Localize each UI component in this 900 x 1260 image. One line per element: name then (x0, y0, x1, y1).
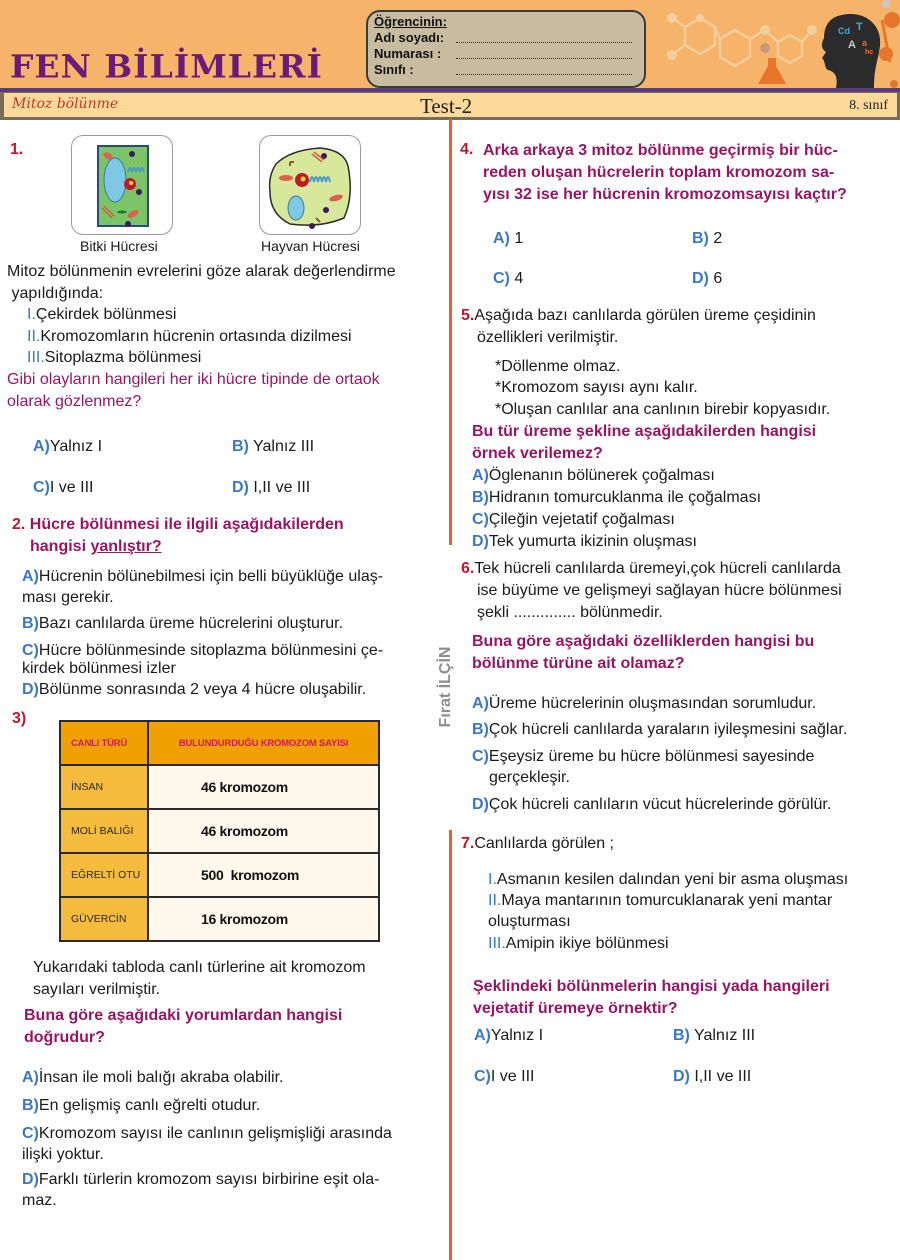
q7-item-1: I.Asmanın kesilen dalından yeni bir asma oluşması (488, 871, 849, 888)
plant-cell-image (71, 135, 173, 235)
plant-cell-caption: Bitki Hücresi (80, 238, 158, 254)
q6-stem-line3: şekli .............. bölünmedir. (477, 604, 663, 621)
svg-text:A: A (848, 39, 856, 51)
student-info-title: Öğrencinin: (374, 14, 447, 29)
q3-question-line1: Buna göre aşağıdaki yorumlardan hangisi (24, 1007, 343, 1024)
svg-text:hc: hc (865, 49, 874, 56)
q1-option-a[interactable]: A)Yalnız I (33, 438, 103, 455)
table-row: EĞRELTİ OTU 500 kromozom (60, 853, 379, 897)
table-header-row (60, 721, 379, 765)
q1-option-c[interactable]: C)I ve III (33, 479, 94, 496)
test-title: Test-2 (420, 94, 473, 118)
q6-option-b[interactable]: B)Çok hücreli canlılarda yaraların iyileşmesini sağlar. (472, 721, 848, 738)
student-info-box (366, 10, 646, 88)
student-class-field[interactable]: Sınıfı : (374, 62, 644, 78)
q7-item-2: II.Maya mantarının tomurcuklanarak yeni mantar oluşturması (488, 892, 833, 930)
q5-question-line2: örnek verilemez? (472, 445, 603, 462)
animal-cell-image (259, 135, 361, 235)
q3-option-c[interactable]: C)Kromozom sayısı ile canlının gelişmişliği arasında ilişki yoktur. (22, 1125, 392, 1163)
q7-question-line2: vejetatif üremeye örnektir? (473, 1000, 678, 1017)
q1-question-line1: Gibi olayların hangileri her iki hücre tipinde de ortaok (7, 371, 380, 388)
q3-number: 3) (12, 710, 27, 727)
q4-question-line1: Arka arkaya 3 mitoz bölünme geçirmiş bir hüc- (483, 142, 838, 159)
q2-option-b[interactable]: B)Bazı canlılarda üreme hücrelerini oluşturur. (22, 615, 344, 632)
q1-stem-line2: yapıldığında: (7, 285, 104, 302)
q4-question-line3: yısı 32 ise her hücrenin kromozomsayısı kaçtır? (483, 186, 847, 203)
table-row: İNSAN 46 kromozom (60, 765, 379, 809)
subject-title: FEN BİLİMLERİ (10, 47, 323, 86)
q5-option-a[interactable]: A)Öglenanın bölünerek çoğalması (472, 467, 715, 484)
q7-option-d[interactable]: D) I,II ve III (673, 1068, 752, 1085)
q5-bullet-1: *Döllenme olmaz. (495, 358, 621, 375)
animal-cell-caption: Hayvan Hücresi (261, 238, 360, 254)
q6-stem-line1: 6.Tek hücreli canlılarda üremeyi,çok hücreli canlılarda (461, 560, 841, 577)
q7-item-3: III.Amipin ikiye bölünmesi (488, 935, 669, 952)
q1-item-2: II.Kromozomların hücrenin ortasında dizilmesi (27, 328, 352, 345)
q2-question-line2: hangisi yanlıştır? (30, 538, 162, 555)
q4-option-c[interactable]: C) 4 (493, 270, 524, 287)
q4-option-a[interactable]: A) 1 (493, 230, 524, 247)
q7-option-c[interactable]: C)I ve III (474, 1068, 535, 1085)
svg-text:T: T (856, 21, 863, 33)
q5-option-c[interactable]: C)Çileğin vejetatif çoğalması (472, 511, 675, 528)
q5-option-d[interactable]: D)Tek yumurta ikizinin oluşması (472, 533, 697, 550)
q1-option-b[interactable]: B) Yalnız III (232, 438, 315, 455)
grade-label: 8. sınıf (849, 98, 888, 113)
q4-question-line2: reden oluşan hücrelerin toplam kromozom sa- (483, 164, 835, 181)
q2-option-d[interactable]: D)Bölünme sonrasında 2 veya 4 hücre oluşabilir. (22, 681, 367, 698)
q7-option-b[interactable]: B) Yalnız III (673, 1027, 756, 1044)
class-blank[interactable] (456, 62, 632, 75)
q1-stem-line1: Mitoz bölünmenin evrelerini göze alarak değerlendirme (7, 263, 396, 280)
table-row: GÜVERCİN 16 kromozom (60, 897, 379, 941)
plant-cell-icon (72, 136, 172, 234)
q6-option-d[interactable]: D)Çok hücreli canlıların vücut hücrelerinde görülür. (472, 796, 832, 813)
q1-number: 1. (10, 141, 24, 158)
q3-question-line2: doğrudur? (24, 1029, 105, 1046)
q2-option-c[interactable]: C)Hücre bölünmesinde sitoplazma bölünmesini çe- kirdek bölünmesi izler (22, 642, 384, 677)
q3-option-d[interactable]: D)Farklı türlerin kromozom sayısı birbirine eşit ola- maz. (22, 1171, 380, 1209)
number-blank[interactable] (456, 46, 632, 59)
q5-option-b[interactable]: B)Hidranın tomurcuklanma ile çoğalması (472, 489, 762, 506)
q1-question-line2: olarak gözlenmez? (7, 393, 142, 410)
chromosome-table (59, 720, 380, 942)
topic-label: Mitoz bölünme (12, 96, 119, 112)
q5-bullet-2: *Kromozom sayısı aynı kalır. (495, 379, 698, 396)
q7-question-line1: Şeklindeki bölünmelerin hangisi yada hangileri (473, 978, 830, 995)
name-blank[interactable] (456, 30, 632, 43)
q1-item-1: I.Çekirdek bölünmesi (27, 306, 177, 323)
animal-cell-icon (260, 136, 360, 234)
q7-stem: 7.Canlılarda görülen ; (461, 835, 614, 852)
q7-option-a[interactable]: A)Yalnız I (474, 1027, 544, 1044)
q4-number: 4. (460, 141, 474, 158)
q6-stem-line2: ise büyüme ve gelişmeyi sağlayan hücre bölünmesi (477, 582, 842, 599)
molecule-and-head-icon (660, 0, 900, 88)
table-row: MOLİ BALIĞI 46 kromozom (60, 809, 379, 853)
q5-question-line1: Bu tür üreme şekline aşağıdakilerden hangisi (472, 423, 817, 440)
q1-option-d[interactable]: D) I,II ve III (232, 479, 311, 496)
q3-option-a[interactable]: A)İnsan ile moli balığı akraba olabilir. (22, 1069, 284, 1086)
q4-option-d[interactable]: D) 6 (692, 270, 723, 287)
q6-option-c[interactable]: C)Eşeysiz üreme bu hücre bölünmesi sayesinde gerçekleşir. (472, 748, 815, 786)
q3-option-b[interactable]: B)En gelişmiş canlı eğrelti otudur. (22, 1097, 261, 1114)
student-name-field[interactable]: Adı soyadı: (374, 30, 644, 46)
q5-stem-line1: 5.Aşağıda bazı canlılarda görülen üreme çeşidinin (461, 307, 816, 324)
subheader-rule (0, 88, 900, 92)
q3-stem-line2: sayıları verilmiştir. (33, 981, 161, 998)
q4-option-b[interactable]: B) 2 (692, 230, 723, 247)
column-header-chromosomes: BULUNDURDUĞU KROMOZOM SAYISI (148, 721, 379, 765)
author-watermark: Fırat İLÇİN (437, 646, 454, 728)
q2-option-a[interactable]: A)Hücrenin bölünebilmesi için belli büyüklüğe ulaş- ması gerekir. (22, 568, 384, 606)
svg-text:Cd: Cd (838, 26, 850, 36)
q6-question-line2: bölünme türüne ait olamaz? (472, 655, 685, 672)
q1-item-3: III.Sitoplazma bölünmesi (27, 349, 202, 366)
q2-question-line1: 2. Hücre bölünmesi ile ilgili aşağıdakilerden (12, 516, 344, 533)
q5-bullet-3: *Oluşan canlılar ana canlının birebir kopyasıdır. (495, 401, 831, 418)
q6-option-a[interactable]: A)Üreme hücrelerinin oluşmasından sorumludur. (472, 695, 817, 712)
svg-text:a: a (862, 38, 868, 48)
q3-stem-line1: Yukarıdaki tabloda canlı türlerine ait kromozom (33, 959, 366, 976)
student-number-field[interactable]: Numarası : (374, 46, 644, 62)
column-header-species: CANLI TÜRÜ (60, 721, 148, 765)
column-divider-top (449, 119, 452, 545)
column-divider-bottom (449, 830, 452, 1260)
q6-question-line1: Buna göre aşağıdaki özelliklerden hangisi bu (472, 633, 815, 650)
q5-stem-line2: özellikleri verilmiştir. (477, 329, 619, 346)
